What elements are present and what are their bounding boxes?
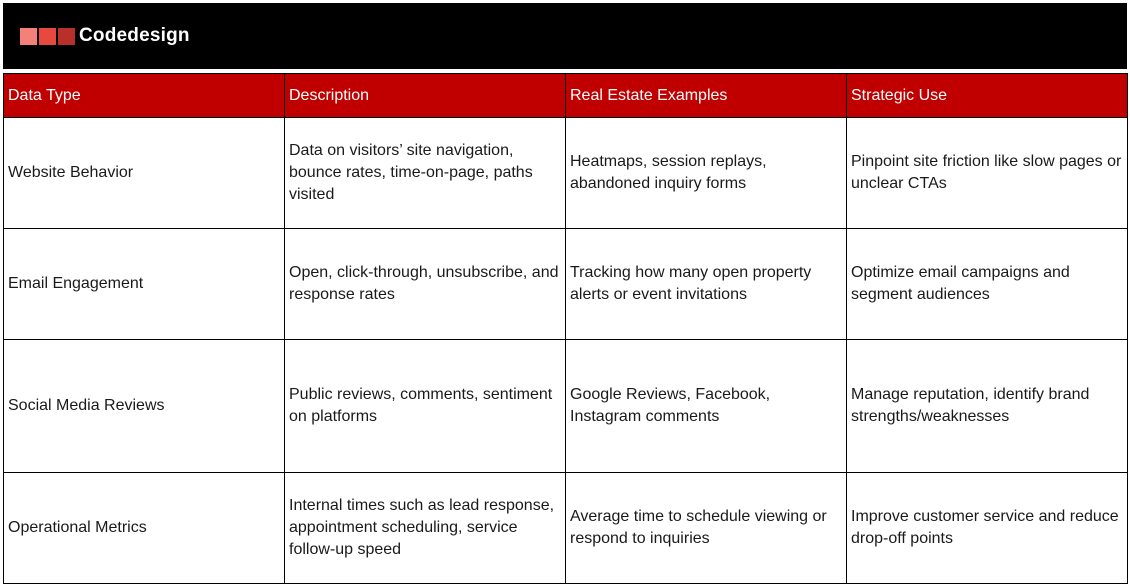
cell-strategic-use: Pinpoint site friction like slow pages or unclear CTAs [847,118,1128,229]
cell-examples: Tracking how many open property alerts or event invitations [566,229,847,340]
cell-examples: Google Reviews, Facebook, Instagram comments [566,340,847,473]
table-header-row [4,74,1128,118]
cell-strategic-use: Manage reputation, identify brand strengths/weaknesses [847,340,1128,473]
cell-data-type: Email Engagement [4,229,285,340]
cell-data-type: Website Behavior [4,118,285,229]
cell-strategic-use: Optimize email campaigns and segment audiences [847,229,1128,340]
table-row [4,473,1128,584]
cell-description: Public reviews, comments, sentiment on platforms [285,340,566,473]
logo-square-1 [20,28,37,45]
header-bar [3,3,1127,69]
cell-data-type: Social Media Reviews [4,340,285,473]
cell-description: Open, click-through, unsubscribe, and response rates [285,229,566,340]
cell-description: Internal times such as lead response, appointment scheduling, service follow-up speed [285,473,566,584]
table-row [4,229,1128,340]
logo-text: Codedesign [79,25,190,46]
data-types-table [3,73,1128,584]
cell-examples: Heatmaps, session replays, abandoned inquiry forms [566,118,847,229]
table-row [4,118,1128,229]
cell-examples: Average time to schedule viewing or respond to inquiries [566,473,847,584]
logo[interactable] [20,25,190,47]
column-header-data-type: Data Type [4,74,285,118]
column-header-real-estate-examples: Real Estate Examples [566,74,847,118]
table-row [4,340,1128,473]
column-header-description: Description [285,74,566,118]
column-header-strategic-use: Strategic Use [847,74,1128,118]
cell-description: Data on visitors’ site navigation, bounce rates, time-on-page, paths visited [285,118,566,229]
logo-square-2 [39,28,56,45]
cell-strategic-use: Improve customer service and reduce drop-off points [847,473,1128,584]
logo-square-3 [58,28,75,45]
cell-data-type: Operational Metrics [4,473,285,584]
